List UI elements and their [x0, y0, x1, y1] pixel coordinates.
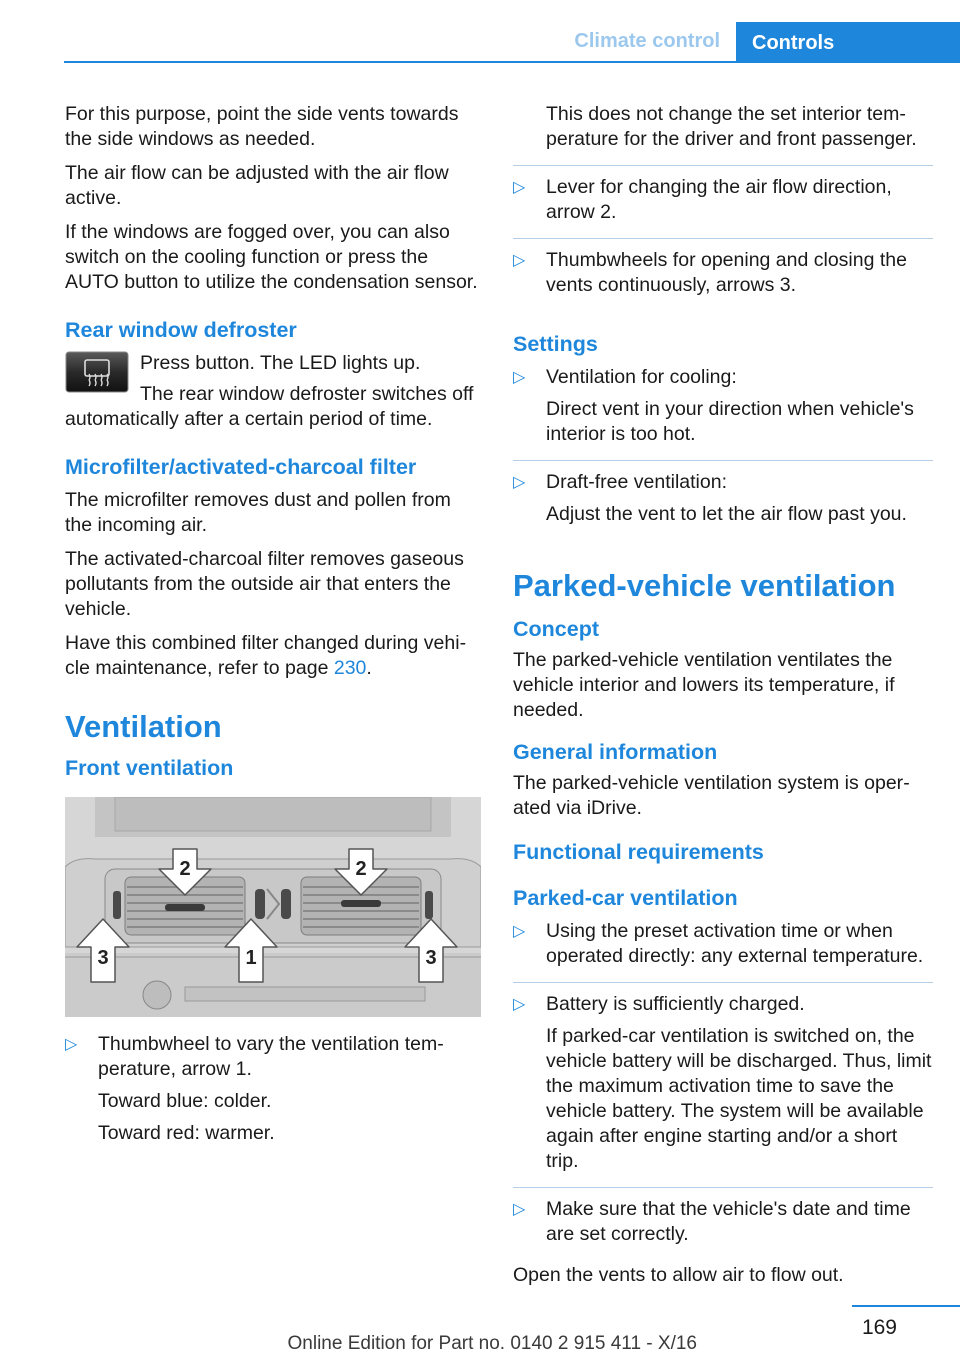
- list-item: [513, 175, 933, 239]
- list-item-subtext: This does not change the set interior temperature for the driver and front passenger.: [546, 103, 917, 150]
- list-item-subtext: Adjust the vent to let the air flow past you.: [546, 503, 907, 525]
- figure-label-3: 3: [425, 947, 437, 969]
- rear-defroster-block: [65, 351, 481, 432]
- paragraph: The parked-vehicle ventilation ventilates the vehicle interior and lowers its temperature, if needed.: [513, 649, 895, 721]
- section-heading-settings: Settings: [513, 332, 598, 356]
- list-item-text: Draft-free ventilation:: [546, 471, 727, 493]
- footer-rule: [852, 1305, 960, 1307]
- list-item-text: Thumbwheels for opening and closing the vents continuously, arrows 3.: [546, 249, 907, 296]
- paragraph: The microfilter removes dust and pollen from the incoming air.: [65, 489, 451, 536]
- paragraph-text: .: [366, 657, 372, 679]
- chapter-heading-ventilation: Ventilation: [65, 709, 222, 744]
- bullet-marker-icon: ▷: [65, 1036, 78, 1053]
- left-column: [65, 102, 481, 1168]
- page-number: 169: [861, 1316, 897, 1339]
- bullet-marker-icon: ▷: [513, 369, 526, 386]
- bullet-marker-icon: ▷: [513, 996, 526, 1013]
- bullet-marker-icon: ▷: [513, 923, 526, 940]
- paragraph-text: Have this combined filter changed during vehicle maintenance, refer to page: [65, 632, 467, 679]
- list-item-subtext: Direct vent in your direction when vehicle's interior is too hot.: [546, 398, 914, 445]
- section-heading-filter: Microfilter/activated-charcoal filter: [65, 455, 417, 479]
- list-item-text: Battery is sufficiently charged.: [546, 993, 805, 1015]
- paragraph: For this purpose, point the side vents towards the side windows as needed.: [65, 103, 459, 150]
- paragraph: The rear window defroster switches off automatically after a certain period of time.: [65, 383, 474, 430]
- figure-label-2: 2: [179, 858, 191, 880]
- paragraph: If the windows are fogged over, you can also switch on the cooling function or press the AUTO button to utilize the condensation sensor.: [65, 221, 478, 293]
- list-item: [513, 1197, 933, 1260]
- paragraph: The parked-vehicle ventilation system is operated via iDrive.: [513, 772, 910, 819]
- paragraph: [65, 631, 481, 681]
- list-item: [513, 470, 933, 540]
- figure-label-2: 2: [355, 858, 367, 880]
- bullet-marker-icon: ▷: [513, 252, 526, 269]
- front-ventilation-figure: [65, 797, 481, 1017]
- list-item-text: Using the preset activation time or when operated directly: any external temperature.: [546, 920, 924, 967]
- section-heading-rear-window-defroster: Rear window defroster: [65, 318, 297, 342]
- bullet-marker-icon: ▷: [513, 179, 526, 196]
- subheading-parked-car-ventilation: Parked-car ventilation: [513, 886, 738, 910]
- subheading-functional-requirements: Functional requirements: [513, 840, 764, 864]
- bullet-marker-icon: ▷: [513, 474, 526, 491]
- paragraph: Press button. The LED lights up.: [140, 352, 421, 374]
- footer-edition-note: Online Edition for Part no. 0140 2 915 411 - X/16: [287, 1333, 697, 1354]
- header-rule: [64, 61, 960, 63]
- list-item-subtext: Toward blue: colder.: [98, 1090, 272, 1112]
- chapter-heading-parked-vehicle-ventilation: Parked-vehicle ventilation: [513, 568, 896, 603]
- radio-knob: [143, 981, 171, 1009]
- paragraph: Open the vents to allow air to flow out.: [513, 1264, 844, 1286]
- rear-defroster-button-icon: [65, 351, 129, 393]
- paragraph: The air flow can be adjusted with the air flow active.: [65, 162, 449, 209]
- list-item: [513, 248, 933, 311]
- list-item-subtext: If parked-car ventilation is switched on, the vehicle battery will be discharged. Thus, limit the maximum activation time to save the vehicle battery. The system will be available again after engine starting and/or a short trip.: [546, 1025, 932, 1172]
- left-outer-thumbwheel: [113, 891, 121, 919]
- list-item: [513, 919, 933, 983]
- list-item-text: Make sure that the vehicle's date and time are set correctly.: [546, 1198, 911, 1245]
- subheading-concept: Concept: [513, 617, 599, 641]
- center-thumbwheel-right: [281, 889, 291, 919]
- list-item: [513, 992, 933, 1188]
- paragraph: The activated-charcoal filter removes gaseous pollutants from the outside air that enters the vehicle.: [65, 548, 464, 620]
- right-outer-thumbwheel: [425, 891, 433, 919]
- figure-label-3: 3: [97, 947, 109, 969]
- center-thumbwheel-left: [255, 889, 265, 919]
- running-header-section: Climate control: [574, 30, 720, 52]
- subheading-general-information: General information: [513, 740, 718, 764]
- list-item-text: Lever for changing the air flow direction, arrow 2.: [546, 176, 892, 223]
- subheading-front-ventilation: Front ventilation: [65, 756, 234, 780]
- bullet-marker-icon: ▷: [513, 1201, 526, 1218]
- figure-label-1: 1: [245, 947, 257, 969]
- list-item-continuation: [513, 102, 933, 166]
- list-item-text: Thumbwheel to vary the ventilation temperature, arrow 1.: [98, 1033, 444, 1080]
- list-item-subtext: Toward red: warmer.: [98, 1122, 275, 1144]
- list-item: [65, 1032, 481, 1159]
- right-column: [513, 102, 933, 1297]
- page-reference-link[interactable]: 230: [333, 657, 367, 679]
- running-header-tab: Controls: [736, 22, 960, 62]
- list-item-text: Ventilation for cooling:: [546, 366, 737, 388]
- list-item: [513, 365, 933, 461]
